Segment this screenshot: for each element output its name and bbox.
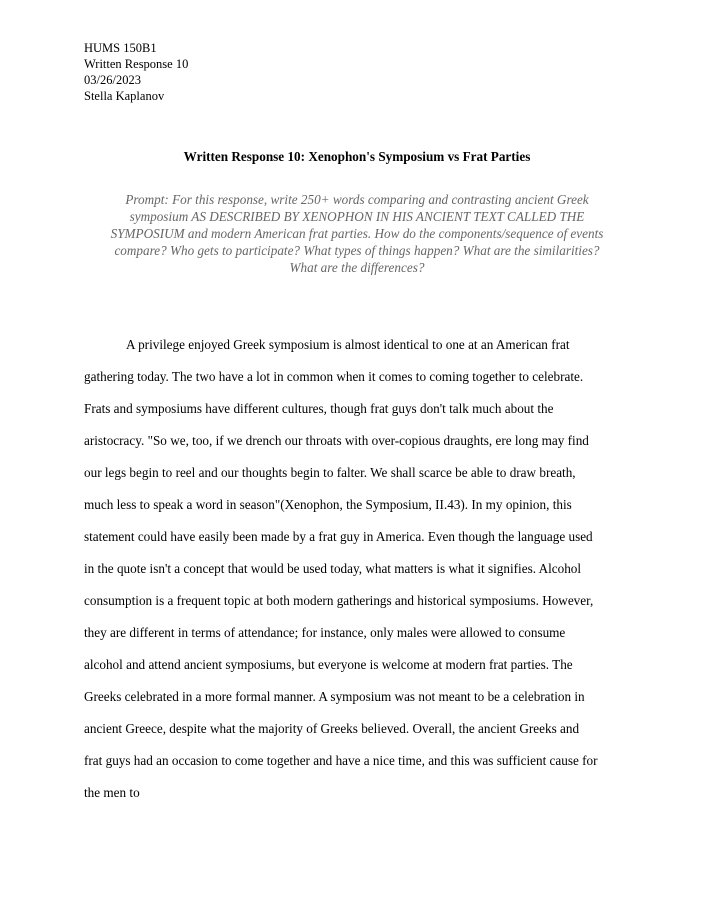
paragraph-line: statement could have easily been made by a frat guy in America. Even though the language used	[84, 529, 593, 544]
paragraph-line: consumption is a frequent topic at both modern gatherings and historical symposiums. However,	[84, 593, 594, 608]
document-title: Written Response 10: Xenophon's Symposium vs Frat Parties	[183, 149, 531, 164]
assignment-name: Written Response 10	[84, 57, 189, 71]
prompt-block	[84, 191, 630, 276]
paragraph-line: much less to speak a word in season"(Xenophon, the Symposium, II.43). In my opinion, this	[84, 497, 572, 512]
paragraph-line: ancient Greece, despite what the majority of Greeks believed. Overall, the ancient Greeks and	[84, 721, 580, 736]
author-name: Stella Kaplanov	[84, 89, 165, 103]
submission-date: 03/26/2023	[84, 73, 141, 87]
course-code: HUMS 150B1	[84, 41, 157, 55]
paragraph-line: gathering today. The two have a lot in common when it comes to coming together to celebrate.	[84, 369, 584, 384]
paragraph-line: frat guys had an occasion to come together and have a nice time, and this was sufficient cause for	[84, 753, 598, 768]
paragraph-line: our legs begin to reel and our thoughts begin to falter. We shall scarce be able to draw breath,	[84, 465, 576, 480]
prompt-line: SYMPOSIUM and modern American frat parties. How do the components/sequence of events	[110, 226, 604, 241]
response-paragraph	[84, 336, 630, 816]
paragraph-line: the men to	[84, 785, 140, 800]
prompt-line: symposium AS DESCRIBED BY XENOPHON IN HIS ANCIENT TEXT CALLED THE	[129, 209, 585, 224]
paragraph-line: A privilege enjoyed Greek symposium is almost identical to one at an American frat	[126, 337, 570, 352]
paragraph-line: they are different in terms of attendance; for instance, only males were allowed to consume	[84, 625, 566, 640]
document-header	[84, 40, 188, 104]
paragraph-line: alcohol and attend ancient symposiums, but everyone is welcome at modern frat parties. The	[84, 657, 573, 672]
paragraph-line: in the quote isn't a concept that would be used today, what matters is what it signifies. Alcohol	[84, 561, 582, 576]
prompt-line: What are the differences?	[289, 260, 425, 275]
paragraph-line: aristocracy. "So we, too, if we drench our throats with over-copious draughts, ere long may find	[84, 433, 589, 448]
prompt-line: Prompt: For this response, write 250+ words comparing and contrasting ancient Greek	[125, 192, 589, 207]
prompt-line: compare? Who gets to participate? What types of things happen? What are the similarities?	[114, 243, 600, 258]
paragraph-line: Frats and symposiums have different cultures, though frat guys don't talk much about the	[84, 401, 554, 416]
paragraph-line: Greeks celebrated in a more formal manner. A symposium was not meant to be a celebration in	[84, 689, 585, 704]
